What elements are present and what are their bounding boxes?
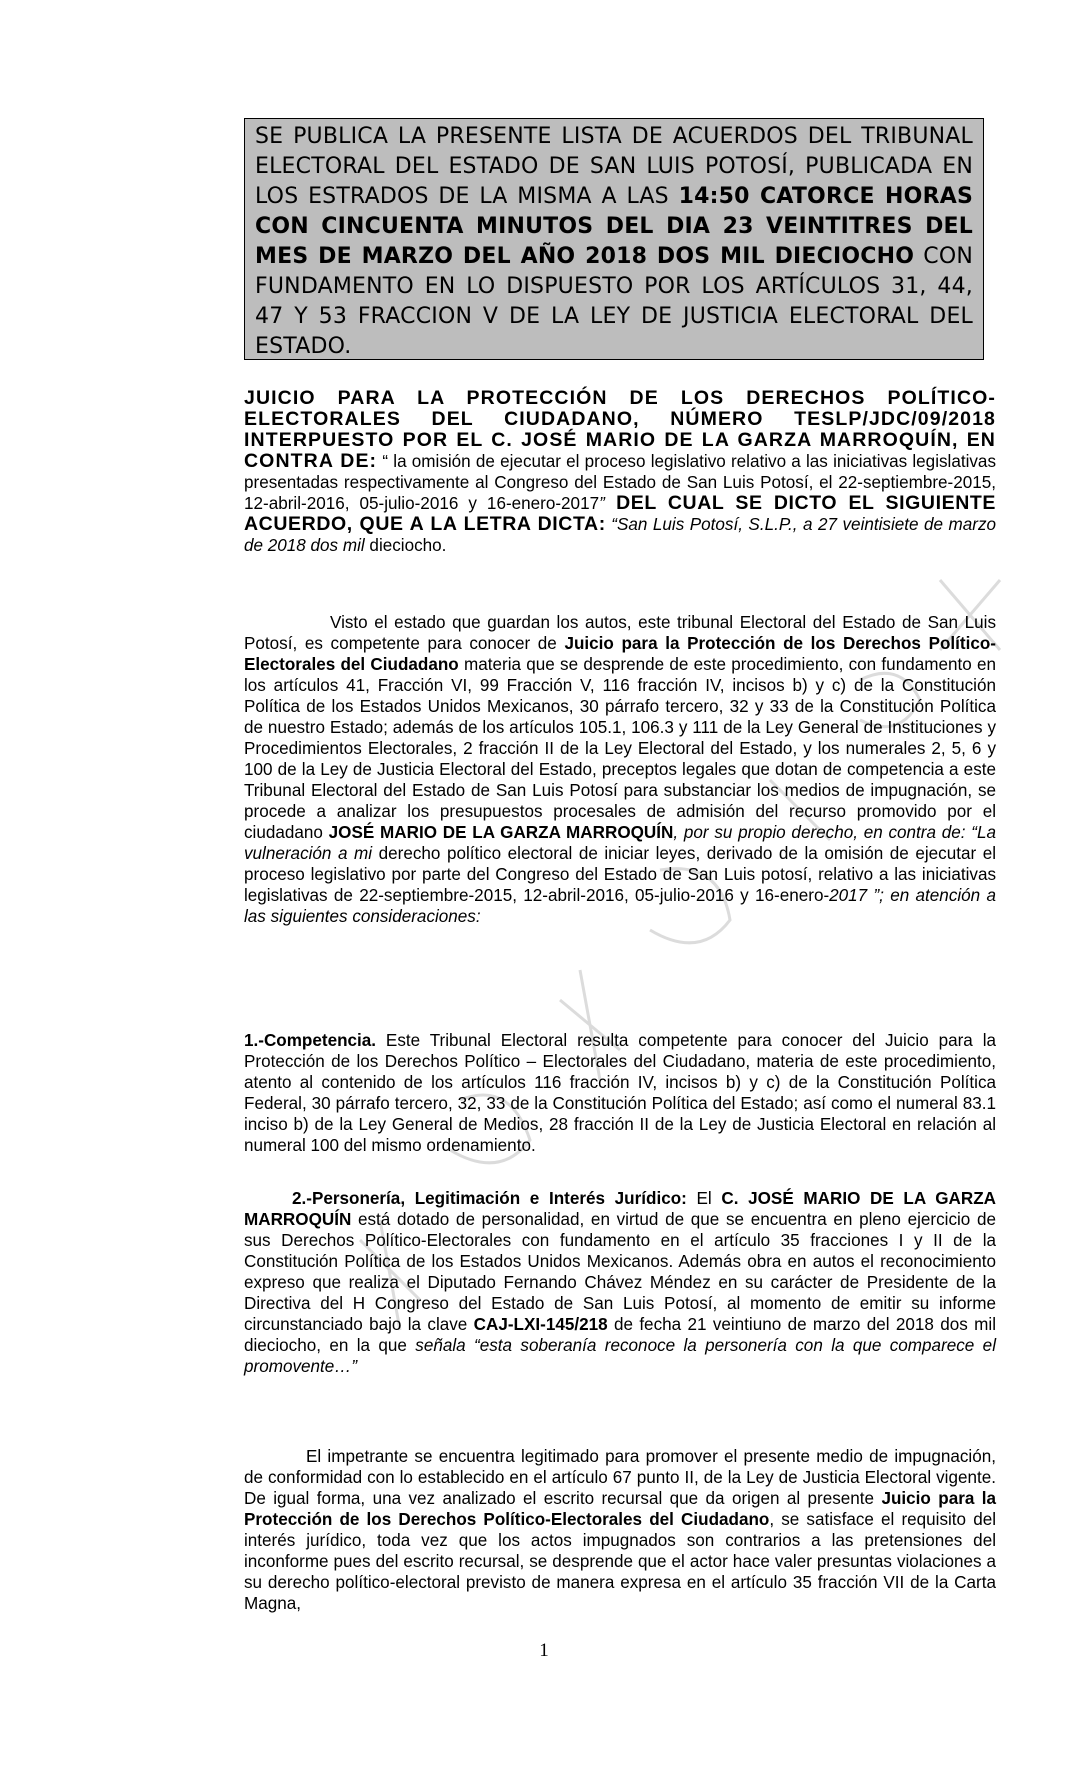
p1-text-3: derecho político electoral de iniciar leyes, derivado de la omisión de ejecutar el proceso legislativo por parte del Congreso del Estado de San Luis potosí, relativo a las iniciativas legislativas de 22-septiembre-2015, 12-abril-2016, 05-julio-2016 y 16-enero-: [244, 844, 996, 905]
heading-quote-close: ”: [599, 494, 605, 513]
notice-text-part2: CON FUNDAMENTO EN LO DISPUESTO POR LOS ARTÍCULOS 31, 44, 47 Y 53 FRACCION V DE LA LEY DE JUSTICIA ELECTORAL DEL ESTADO.: [255, 244, 974, 359]
case-heading: [244, 388, 996, 556]
paragraph-competencia: [244, 1030, 996, 1156]
heading-italic-date: “San Luis Potosí, S.L.P., a 27 veintisiete de marzo de 2018 dos mil: [244, 515, 996, 555]
p2-bold-1: 1.-Competencia.: [244, 1031, 377, 1050]
p1-bold-1: Juicio para la Protección de los Derechos Político-Electorales del Ciudadano: [244, 634, 996, 674]
notice-text-part1: SE PUBLICA LA PRESENTE LISTA DE ACUERDOS DEL TRIBUNAL ELECTORAL DEL ESTADO DE SAN LUIS POTOSÍ, PUBLICADA EN LOS ESTRADOS DE LA MISMA A LAS: [255, 124, 973, 209]
p1-text-1: Visto el estado que guardan los autos, este tribunal Electoral del Estado de San Luis Potosí, es competente para conocer de: [244, 613, 996, 653]
heading-quote: “ la omisión de ejecutar el proceso legislativo relativo a las iniciativas legislativas presentadas respectivamente al Congreso del Estado de San Luis Potosí, el 22-septiembre-2015, 12-abril-2016, 05-julio-2016 y 16-enero-2017: [244, 452, 996, 513]
p3-bold-1: 2.-Personería, Legitimación e Interés Jurídico:: [292, 1189, 687, 1208]
page-number: 1: [539, 1640, 549, 1661]
p4-bold-1: Juicio para la Protección de los Derechos Político-Electorales del Ciudadano: [244, 1489, 997, 1529]
heading-bold-title: JUICIO PARA LA PROTECCIÓN DE LOS DERECHOS POLÍTICO-ELECTORALES DEL CIUDADANO, NÚMERO TESLP/JDC/09/2018 INTERPUESTO POR EL C. JOSÉ MARIO DE LA GARZA MARROQUÍN, EN CONTRA DE:: [244, 387, 996, 472]
p3-text-3: de fecha 21 veintiuno de marzo del 2018 dos mil dieciocho, en la que: [244, 1315, 997, 1355]
paragraph-personeria: [244, 1188, 996, 1377]
paragraph-impetrante: [244, 1446, 996, 1614]
p3-bold-2: C. JOSÉ MARIO DE LA GARZA MARROQUÍN: [244, 1189, 996, 1229]
p3-bold-3: CAJ-LXI-145/218: [473, 1315, 608, 1334]
notice-text-bold: 14:50 CATORCE HORAS CON CINCUENTA MINUTOS DEL DIA 23 VEINTITRES DEL MES DE MARZO DEL AÑO 2018 DOS MIL DIECIOCHO: [255, 184, 973, 269]
heading-bold-agreement: DEL CUAL SE DICTO EL SIGUIENTE ACUERDO, QUE A LA LETRA DICTA:: [244, 492, 997, 535]
p3-text-1: El: [686, 1189, 722, 1208]
p1-italic-1: , por su propio derecho, en contra de: “La vulneración a mi: [244, 823, 996, 863]
paragraph-visto: [244, 612, 996, 927]
p2-text-1: Este Tribunal Electoral resulta competente para conocer del Juicio para la Protección de los Derechos Político – Electorales del Ciudadano, materia de este procedimiento, atento al contenido de los artículos 116 fracción IV, incisos b) y c) de la Constitución Política Federal, 30 párrafo tercero, 32, 33 de la Constitución Política del Estado; así como el numeral 83.1 inciso b) de la Ley General de Medios, 28 fracción II de la Ley de Justicia Electoral en relación al numeral 100 del mismo ordenamiento.: [244, 1031, 996, 1155]
p1-italic-2: 2017 ”; en atención a las siguientes consideraciones:: [244, 886, 996, 926]
p3-text-2: está dotado de personalidad, en virtud de que se encuentra en pleno ejercicio de sus Derechos Político-Electorales con fundamento en el artículo 35 fracciones I y II de la Constitución Política de los Estados Unidos Mexicanos. Además obra en autos el reconocimiento expreso que realiza el Diputado Fernando Chávez Méndez en su carácter de Presidente de la Directiva del H Congreso del Estado de San Luis Potosí, al momento de emitir su informe circunstanciado bajo la clave: [244, 1210, 996, 1334]
p1-bold-2: JOSÉ MARIO DE LA GARZA MARROQUÍN: [328, 823, 674, 842]
p4-text-2: , se satisface el requisito del interés jurídico, toda vez que los actos impugnados son contrarios a las pretensiones del inconforme pues del escrito recursal, se desprende que el actor hace valer presuntas violaciones a su derecho político-electoral previsto de manera expresa en el artículo 35 fracción VII de la Carta Magna,: [244, 1510, 997, 1613]
p4-text-1: El impetrante se encuentra legitimado para promover el presente medio de impugnación, de conformidad con lo establecido en el artículo 67 punto II, de la Ley de Justicia Electoral vigente. De igual forma, una vez analizado el escrito recursal que da origen al presente: [244, 1447, 996, 1508]
publication-notice-box: [244, 118, 984, 360]
p1-text-2: materia que se desprende de este procedimiento, con fundamento en los artículos 41, Fracción VI, 99 Fracción V, 116 fracción IV, incisos b) y c) de la Constitución Política de los Estados Unidos Mexicanos, 30 párrafo tercero, 32 y 33 de la Constitución Política de nuestro Estado; además de los artículos 105.1, 106.3 y 111 de la Ley General de Instituciones y Procedimientos Electorales, 2 fracción II de la Ley Electoral del Estado, y los numerales 2, 5, 6 y 100 de la Ley de Justicia Electoral del Estado, preceptos legales que dotan de competencia a este Tribunal Electoral del Estado de San Luis Potosí para substanciar los medios de impugnación, se procede a analizar los presupuestos procesales de admisión del recurso promovido por el ciudadano: [244, 655, 996, 842]
heading-tail: dieciocho.: [364, 536, 447, 555]
p3-italic-1: señala “esta soberanía reconoce la personería con la que comparece el promovente…”: [244, 1336, 996, 1376]
